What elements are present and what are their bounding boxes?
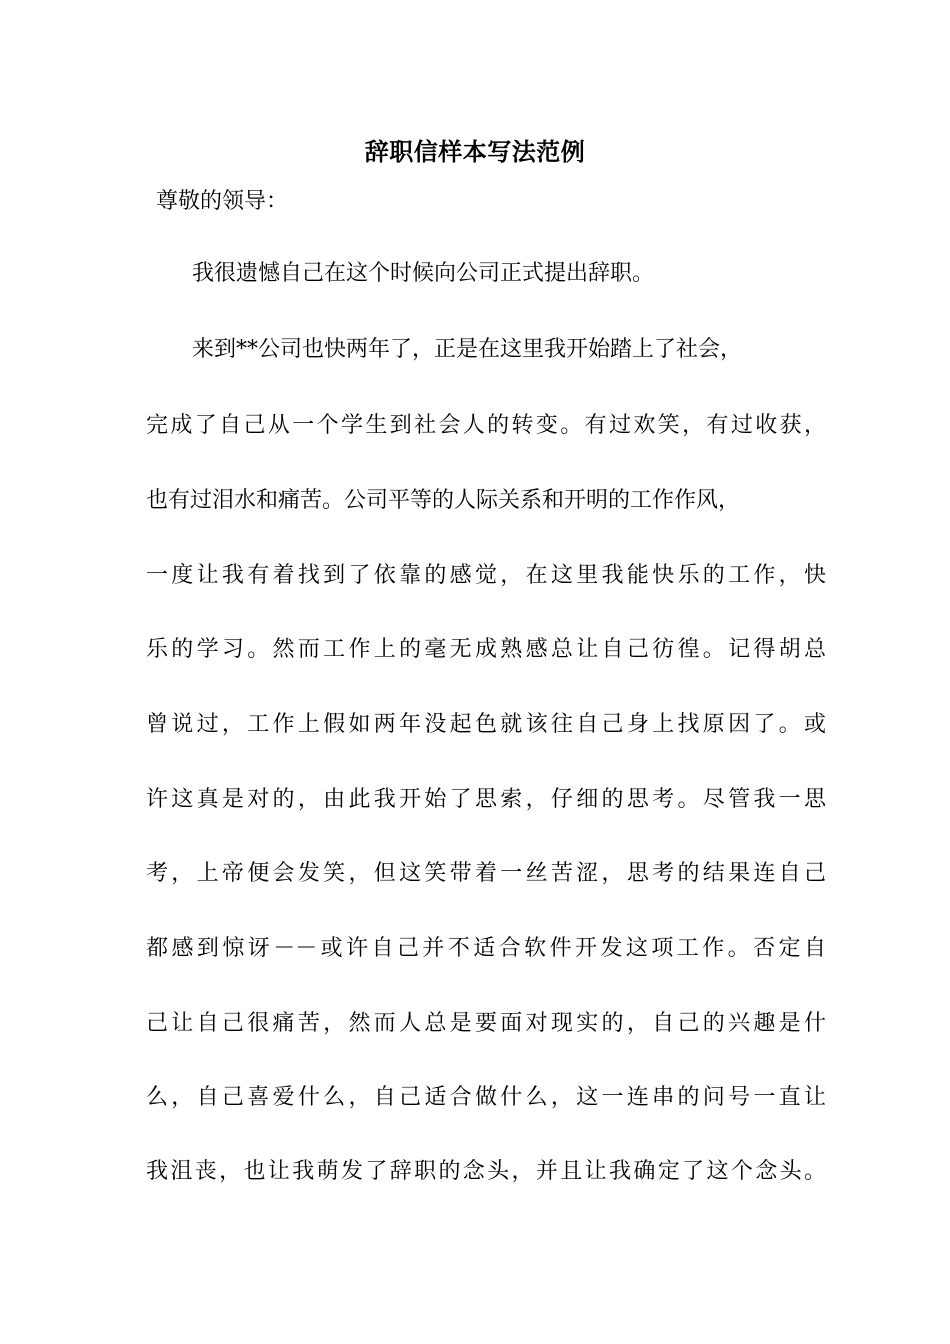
paragraph-line: 完成了自己从一个学生到社会人的转变。有过欢笑，有过收获， [146,413,826,438]
paragraph-line: 都感到惊讶－－或许自己并不适合软件开发这项工作。否定自 [146,936,826,961]
paragraph-line: 许这真是对的，由此我开始了思索，仔细的思考。尽管我一思 [146,787,826,812]
paragraph-line: 一度让我有着找到了依靠的感觉，在这里我能快乐的工作，快 [146,563,826,588]
document-title: 辞职信样本写法范例 [364,137,586,166]
paragraph-line: 我很遗憾自己在这个时候向公司正式提出辞职。 [192,261,655,286]
paragraph-line: 乐的学习。然而工作上的毫无成熟感总让自己彷徨。记得胡总 [146,637,826,662]
paragraph-line: 己让自己很痛苦，然而人总是要面对现实的，自己的兴趣是什 [146,1011,826,1036]
paragraph-line: 曾说过，工作上假如两年没起色就该往自己身上找原因了。或 [146,712,826,737]
paragraph-line: 来到**公司也快两年了，正是在这里我开始踏上了社会， [192,337,743,362]
paragraph-line: 我沮丧，也让我萌发了辞职的念头，并且让我确定了这个念头。 [146,1159,826,1184]
paragraph-line: 考，上帝便会发笑，但这笑带着一丝苦涩，思考的结果连自己 [146,861,826,886]
salutation: 尊敬的领导： [156,189,289,214]
paragraph-line: 么，自己喜爱什么，自己适合做什么，这一连串的问号一直让 [146,1085,826,1110]
paragraph-line: 也有过泪水和痛苦。公司平等的人际关系和开明的工作作风， [146,488,741,513]
